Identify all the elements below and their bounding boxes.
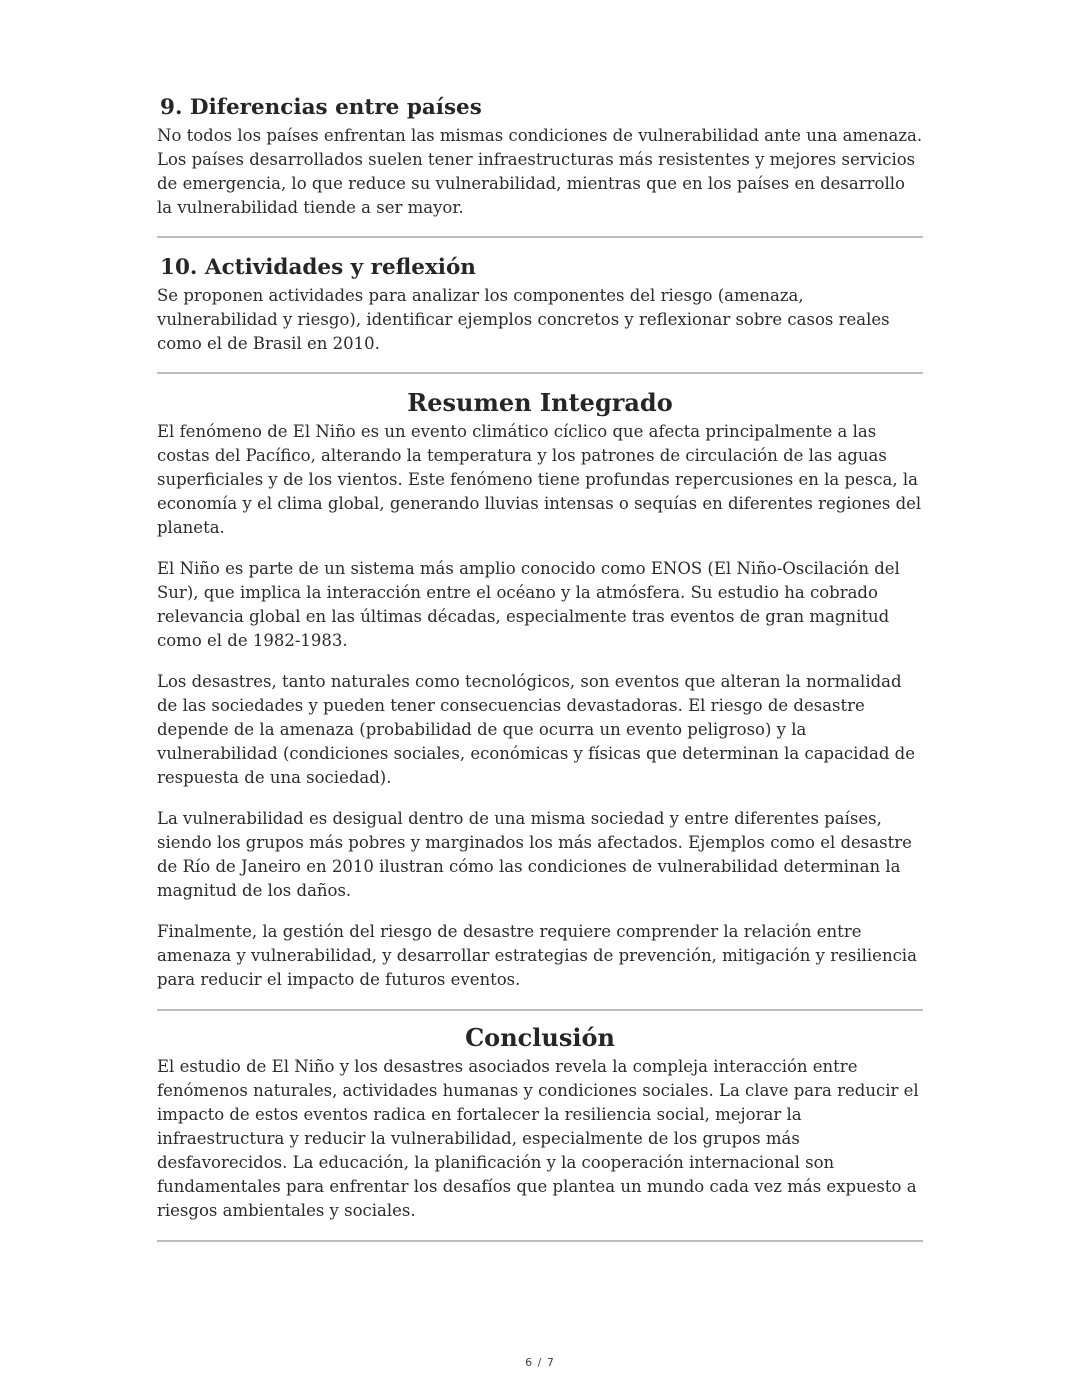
section-differences-between-countries: [157, 94, 923, 220]
page-number: 6 / 7: [525, 1356, 555, 1369]
section-activities-reflection: [157, 254, 923, 356]
section-divider: [157, 236, 923, 238]
section-conclusion: [157, 1023, 923, 1223]
section-heading: 9. Diferencias entre países: [160, 95, 482, 120]
summary-paragraph: El Niño es parte de un sistema más amplio conocido como ENOS (El Niño-Oscilación del Sur), que implica la interacción entre el océano y la atmósfera. Su estudio ha cobrado relevancia global en las últimas décadas, especialmente tras eventos de gran magnitud como el de 1982-1983.: [157, 559, 900, 650]
conclusion-paragraph: El estudio de El Niño y los desastres asociados revela la compleja interacción entre fenómenos naturales, actividades humanas y condiciones sociales. La clave para reducir el impacto de estos eventos radica en fortalecer la resiliencia social, mejorar la infraestructura y reducir la vulnerabilidad, especialmente de los grupos más desfavorecidos. La educación, la planificación y la cooperación internacional son fundamentales para enfrentar los desafíos que plantea un mundo cada vez más expuesto a riesgos ambientales y sociales.: [157, 1057, 919, 1220]
summary-paragraph: Los desastres, tanto naturales como tecnológicos, son eventos que alteran la normalidad de las sociedades y pueden tener consecuencias devastadoras. El riesgo de desastre depende de la amenaza (probabilidad de que ocurra un evento peligroso) y la vulnerabilidad (condiciones sociales, económicas y físicas que determinan la capacidad de respuesta de una sociedad).: [157, 672, 915, 787]
section-heading: 10. Actividades y reflexión: [160, 255, 476, 280]
section-divider: [157, 1240, 923, 1242]
summary-heading: Resumen Integrado: [407, 388, 673, 417]
summary-paragraph: Finalmente, la gestión del riesgo de desastre requiere comprender la relación entre amenaza y vulnerabilidad, y desarrollar estrategias de prevención, mitigación y resiliencia para reducir el impacto de futuros eventos.: [157, 922, 917, 989]
summary-paragraph: El fenómeno de El Niño es un evento climático cíclico que afecta principalmente a las costas del Pacífico, alterando la temperatura y los patrones de circulación de las aguas superficiales y de los vientos. Este fenómeno tiene profundas repercusiones en la pesca, la economía y el clima global, generando lluvias intensas o sequías en diferentes regiones del planeta.: [157, 422, 922, 537]
section-divider: [157, 1009, 923, 1011]
section-paragraph: Se proponen actividades para analizar los componentes del riesgo (amenaza, vulnerabilidad y riesgo), identificar ejemplos concretos y reflexionar sobre casos reales como el de Brasil en 2010.: [157, 286, 890, 353]
document-page: [157, 94, 923, 1242]
conclusion-heading: Conclusión: [465, 1023, 615, 1052]
section-integrated-summary: [157, 388, 923, 992]
section-divider: [157, 372, 923, 374]
section-paragraph: No todos los países enfrentan las mismas condiciones de vulnerabilidad ante una amenaza. Los países desarrollados suelen tener infraestructuras más resistentes y mejores servicios de emergencia, lo que reduce su vulnerabilidad, mientras que en los países en desarrollo la vulnerabilidad tiende a ser mayor.: [157, 126, 923, 217]
summary-paragraph: La vulnerabilidad es desigual dentro de una misma sociedad y entre diferentes países, siendo los grupos más pobres y marginados los más afectados. Ejemplos como el desastre de Río de Janeiro en 2010 ilustran cómo las condiciones de vulnerabilidad determinan la magnitud de los daños.: [157, 809, 912, 900]
